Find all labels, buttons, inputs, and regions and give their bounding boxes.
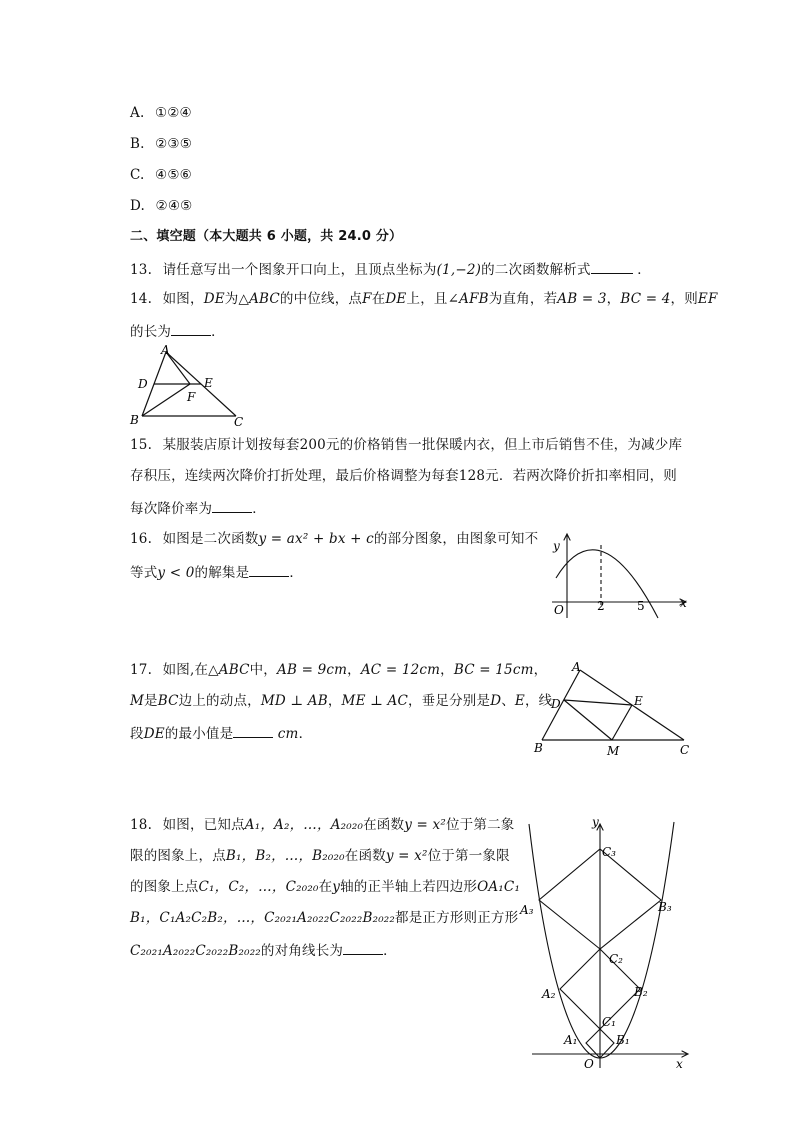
question-text: 上，且 [406, 291, 448, 307]
label-c: C [680, 743, 690, 757]
label-b3: B₃ [658, 900, 672, 914]
question-text: 的最小值是 [164, 726, 234, 742]
label-b2: B₂ [634, 985, 648, 999]
option-letter: B. [130, 136, 145, 152]
math-points: A₁，A₂，…，A₂₀₂₀ [244, 817, 364, 833]
math-segment: DE [385, 291, 407, 307]
option-d [130, 197, 192, 215]
math-point: F [362, 291, 372, 307]
question-text: 某服装店原计划按每套200元的价格销售一批保暖内衣，但上市后销售不佳，为减少库 [162, 437, 683, 453]
math-triangle: △ABC [208, 662, 250, 678]
math-segment: DE [203, 291, 225, 307]
x-axis-label: x [680, 596, 687, 610]
punctuation: 、 [501, 693, 515, 709]
punctuation: ， [606, 291, 621, 307]
question-18-line-5 [130, 940, 397, 960]
label-b: B [534, 741, 543, 755]
question-text: 请任意写出一个图象开口向上，且顶点坐标为 [162, 262, 437, 278]
math-triangle: △ABC [238, 291, 280, 307]
punctuation: ． [211, 324, 225, 340]
question-17-line-3 [130, 723, 312, 743]
answer-blank[interactable] [591, 259, 633, 274]
answer-blank[interactable] [343, 940, 383, 955]
tick-label-5: 5 [637, 599, 645, 613]
option-c [130, 166, 192, 184]
question-text: 每次降价率为 [130, 501, 213, 517]
math-function: y = x² [404, 817, 446, 833]
question-text: 的图象上点 [130, 879, 199, 895]
math-points: C₁，C₂，…，C₂₀₂₀ [198, 879, 319, 895]
question-text: 都是正方形则正方形 [395, 910, 519, 926]
question-17-line-2 [130, 692, 552, 710]
math-segment: EF [697, 291, 718, 307]
math-equation: AB = 9cm [277, 662, 348, 678]
math-quadrilateral: OA₁C₁ [477, 879, 521, 895]
label-b: B [130, 413, 139, 427]
question-number: 15. [130, 437, 153, 453]
question-text: 的部分图象，由图象可知不 [373, 531, 539, 547]
question-text: 为直角，若 [488, 291, 558, 307]
question-text: 的中位线，点 [279, 291, 363, 307]
question-18-line-3 [130, 878, 520, 896]
parabola-figure-q16 [540, 528, 700, 620]
question-text: 的长为 [130, 324, 172, 340]
question-16-line-1 [130, 530, 538, 548]
math-function: y = x² [385, 848, 428, 864]
section-title: 二、填空题（本大题共 6 小题，共 24.0 分） [130, 229, 403, 244]
question-text: ，则 [670, 291, 698, 307]
math-perpendicular: MD ⊥ AB [260, 693, 328, 709]
math-perpendicular: ME ⊥ AC [341, 693, 408, 709]
parabola-squares-figure-q18 [512, 818, 692, 1074]
question-text: 如图,在 [162, 662, 209, 678]
punctuation: ， [440, 662, 454, 678]
question-14-line-2 [130, 321, 225, 341]
label-a2: A₂ [542, 987, 556, 1001]
math-segment: BC [157, 693, 179, 709]
question-text: 如图， [162, 291, 204, 307]
label-e: E [204, 376, 213, 390]
punctuation: ， [347, 662, 361, 678]
question-text: 轴的正半轴上若四边形 [340, 879, 478, 895]
question-text: 的解集是 [194, 565, 250, 581]
question-text: ，垂足分别是 [407, 693, 491, 709]
label-a3: A₃ [520, 903, 534, 917]
option-text: ②③⑤ [155, 136, 193, 152]
label-e: E [634, 694, 643, 708]
math-equation: BC = 4 [620, 291, 671, 307]
question-text: 为 [224, 291, 239, 307]
question-text: 的对角线长为 [260, 943, 344, 959]
question-18-line-1 [130, 816, 514, 834]
question-text: 如图是二次函数 [162, 531, 259, 547]
label-a: A [572, 660, 581, 674]
question-text: 在 [371, 291, 386, 307]
question-number: 16. [130, 531, 153, 547]
unit-label: cm [277, 726, 299, 742]
label-c2: C₂ [609, 952, 623, 966]
question-16-line-2 [130, 562, 303, 582]
math-axis: y [332, 879, 341, 895]
question-15-line-2 [130, 467, 677, 485]
question-number: 13. [130, 262, 153, 278]
question-text: ，线 [524, 693, 553, 709]
label-a1: A₁ [564, 1033, 578, 1047]
label-c3: C₃ [602, 845, 616, 859]
option-letter: D. [130, 198, 146, 214]
label-d: D [551, 697, 561, 711]
math-point: M [130, 693, 145, 709]
option-text: ②④⑤ [155, 198, 193, 214]
label-d: D [138, 377, 148, 391]
punctuation: ， [533, 662, 548, 678]
question-number: 17. [130, 662, 153, 678]
math-inequality: y < 0 [157, 565, 195, 581]
question-13 [130, 259, 651, 279]
y-axis-label: y [592, 818, 599, 829]
question-text: 存积压，连续两次降价打折处理，最后价格调整为每套128元．若两次降价折扣率相同，则 [130, 468, 677, 484]
question-text: 边上的动点， [178, 693, 261, 709]
label-m: M [607, 744, 620, 758]
y-axis-label: y [553, 539, 560, 553]
question-text: 限的图象上，点 [130, 848, 226, 864]
question-text: 段 [130, 726, 144, 742]
math-square: C₂₀₂₁A₂₀₂₂C₂₀₂₂B₂₀₂₂ [130, 943, 261, 959]
math-equation: BC = 15cm [453, 662, 534, 678]
punctuation: ． [383, 943, 397, 959]
punctuation: ． [298, 726, 313, 742]
answer-blank[interactable] [171, 321, 211, 336]
question-18-line-2 [130, 847, 510, 865]
question-17-line-1 [130, 661, 547, 679]
question-number: 18. [130, 817, 153, 833]
label-f: F [187, 390, 196, 404]
math-equation: AB = 3 [557, 291, 607, 307]
math-point: D [490, 693, 502, 709]
label-c: C [234, 415, 244, 429]
origin-label: O [554, 603, 564, 617]
question-text: 在函数 [363, 817, 405, 833]
punctuation: ． [289, 565, 304, 581]
tick-label-2: 2 [597, 599, 605, 613]
question-text: 是 [144, 693, 158, 709]
option-b [130, 135, 192, 153]
label-c1: C₁ [602, 1015, 616, 1029]
math-segment: DE [143, 726, 165, 742]
triangle-figure-q17 [528, 656, 698, 762]
option-letter: C. [130, 167, 145, 183]
question-text: 位于第二象 [445, 817, 515, 833]
question-15-line-3 [130, 498, 266, 518]
triangle-figure-q14 [128, 342, 258, 430]
question-18-line-4 [130, 909, 518, 927]
question-text: 等式 [130, 565, 158, 581]
question-number: 14. [130, 291, 153, 307]
option-letter: A. [130, 105, 145, 121]
label-b1: B₁ [616, 1033, 630, 1047]
math-angle: ∠AFB [447, 291, 489, 307]
x-axis-label: x [676, 1057, 683, 1071]
question-text: 的二次函数解析式 [481, 262, 591, 278]
question-text: 如图，已知点 [162, 817, 245, 833]
punctuation: ， [327, 693, 342, 709]
option-text: ①②④ [154, 105, 192, 121]
question-14-line-1 [130, 290, 718, 308]
math-equation: AC = 12cm [360, 662, 441, 678]
question-text: 位于第一象限 [427, 848, 510, 864]
math-point: E [514, 693, 525, 709]
answer-blank[interactable] [212, 498, 252, 513]
origin-label: O [584, 1057, 594, 1071]
question-text: 中， [249, 662, 278, 678]
punctuation: ． [637, 262, 651, 278]
punctuation: ． [252, 501, 266, 517]
answer-blank[interactable] [233, 723, 273, 738]
question-text: 在 [318, 879, 333, 895]
math-squares: B₁，C₁A₂C₂B₂，…，C₂₀₂₁A₂₀₂₂C₂₀₂₂B₂₀₂₂ [130, 910, 396, 926]
answer-blank[interactable] [249, 562, 289, 577]
vertex-coordinates: (1,−2) [436, 262, 482, 278]
math-points: B₁，B₂，…，B₂₀₂₀ [225, 848, 345, 864]
label-a: A [161, 343, 170, 357]
question-15-line-1 [130, 436, 682, 454]
question-text: 在函数 [344, 848, 386, 864]
option-text: ④⑤⑥ [155, 167, 192, 183]
option-a [130, 104, 192, 122]
math-function: y = ax² + bx + c [258, 531, 374, 547]
